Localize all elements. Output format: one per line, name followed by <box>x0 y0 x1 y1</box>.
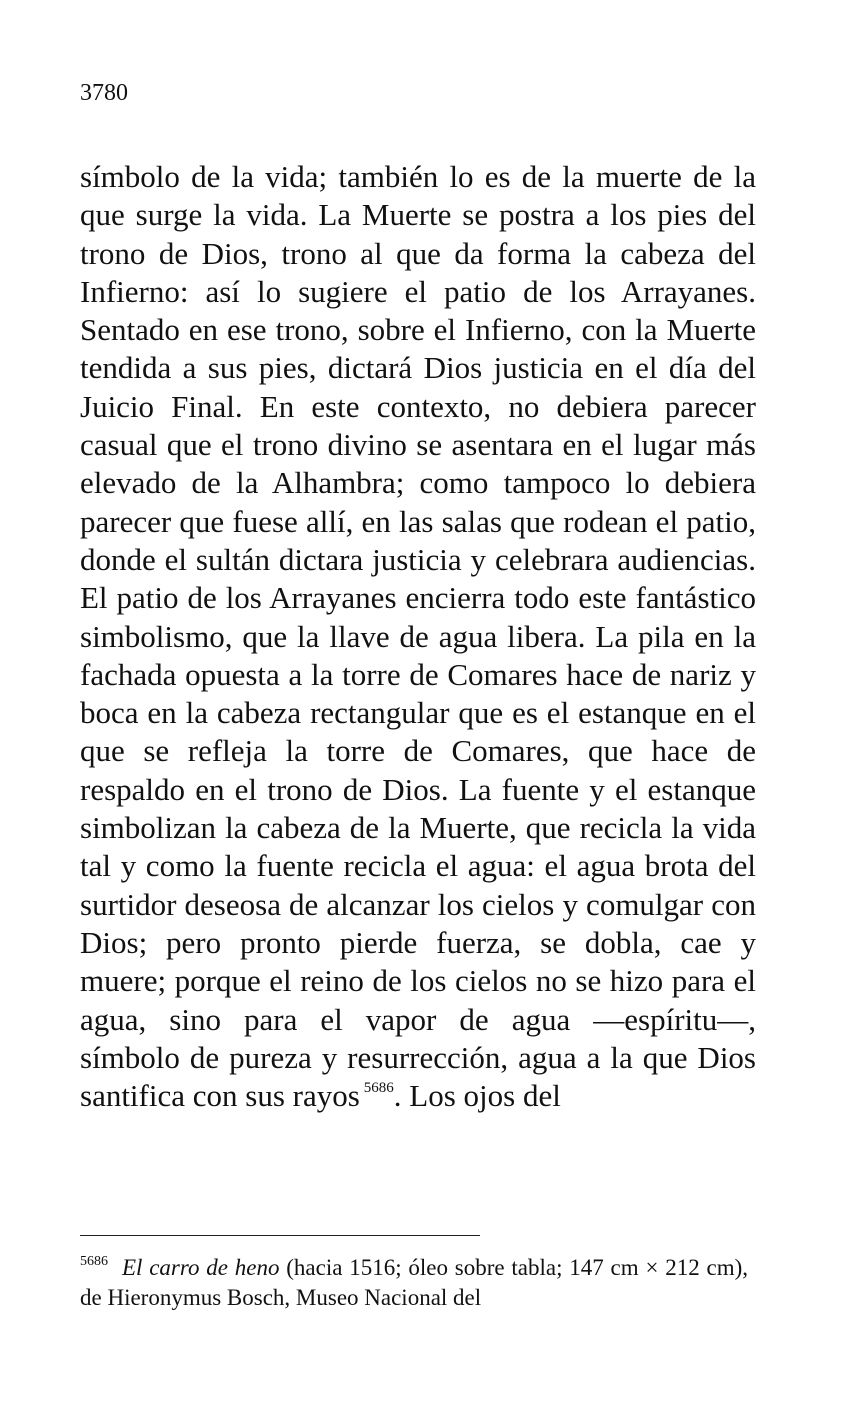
body-text-tail: . Los ojos del <box>393 1078 561 1114</box>
footnote <box>80 1253 748 1313</box>
footnote-work-title: El carro de heno <box>122 1255 280 1280</box>
body-paragraph <box>80 158 756 1115</box>
footnote-divider <box>80 1235 480 1236</box>
footnote-reference[interactable]: 5686 <box>363 1080 394 1097</box>
footnote-marker: 5686 <box>80 1254 108 1269</box>
page-number: 3780 <box>80 80 128 106</box>
footnote-text: (hacia 1516; óleo sobre tabla; 147 cm × 212 cm), de Hieronymus Bosch, Museo Nacional del <box>80 1255 748 1310</box>
body-text-main: símbolo de la vida; también lo es de la muerte de la que surge la vida. La Muerte se postra a los pies del trono de Dios, trono al que da forma la cabeza del Infierno: así lo sugiere el patio de los Arrayanes. Sentado en ese trono, sobre el Infierno, con la Muerte tendida a sus pies, dictará Dios justicia en el día del Juicio Final. En este contexto, no debiera parecer casual que el trono divino se asentara en el lugar más elevado de la Alhambra; como tampoco lo debiera parecer que fuese allí, en las salas que rodean el patio, donde el sultán dictara justicia y celebrara audiencias. El patio de los Arrayanes encierra todo este fantástico simbolismo, que la llave de agua libera. La pila en la fachada opuesta a la torre de Comares hace de nariz y boca en la cabeza rectangular que es el estanque en el que se refleja la torre de Comares, que hace de respaldo en el trono de Dios. La fuente y el estanque simbolizan la cabeza de la Muerte, que recicla la vida tal y como la fuente recicla el agua: el agua brota del surtidor deseosa de alcanzar los cielos y comulgar con Dios; pero pronto pierde fuerza, se dobla, cae y muere; porque el reino de los cielos no se hizo para el agua, sino para el vapor de agua —espíritu—, símbolo de pureza y resurrección, agua a la que Dios santifica con sus rayos <box>80 159 756 1114</box>
